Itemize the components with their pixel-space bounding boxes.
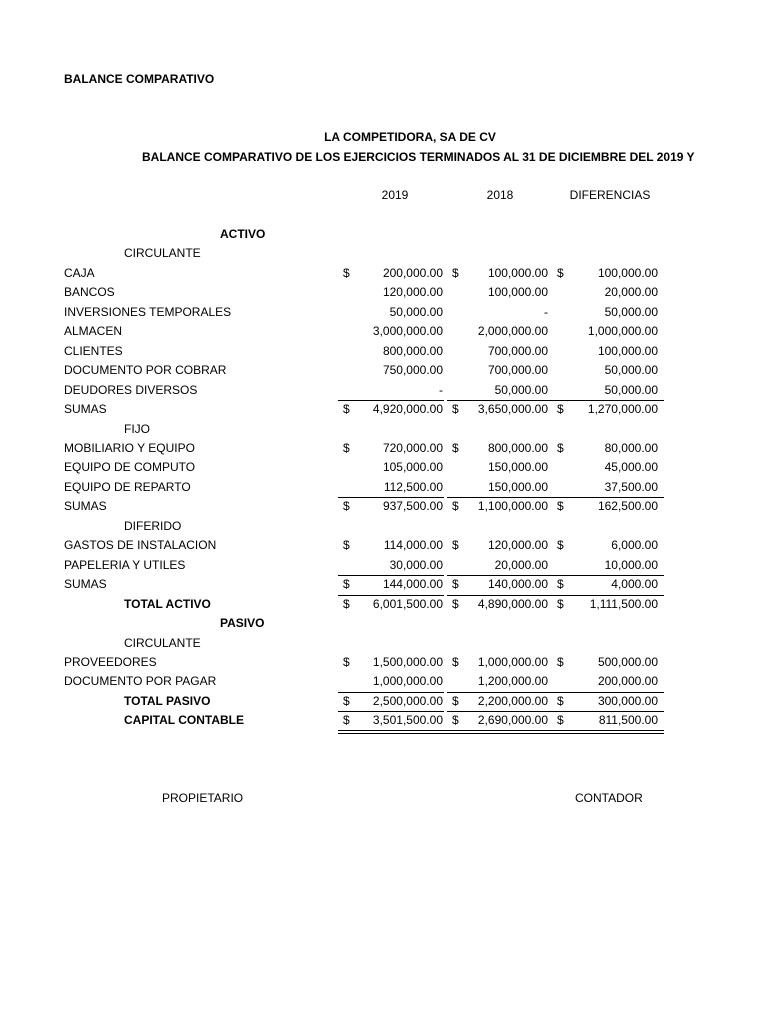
value-diferencias: 45,000.00 — [604, 460, 658, 475]
row-label: CLIENTES — [64, 343, 123, 358]
value-2019: 3,501,500.00 — [372, 713, 443, 728]
section-header: CIRCULANTE — [124, 246, 201, 261]
row-label: EQUIPO DE REPARTO — [64, 479, 191, 494]
section-header: ACTIVO — [220, 227, 266, 241]
row-label: DEUDORES DIVERSOS — [64, 382, 198, 397]
section-header: DIFERIDO — [124, 518, 182, 533]
value-2019: 1,500,000.00 — [372, 654, 443, 669]
currency-symbol: $ — [557, 693, 564, 708]
value-2018: 4,890,000.00 — [477, 596, 548, 611]
value-2019: 144,000.00 — [382, 577, 443, 592]
sum-top-rule — [338, 692, 444, 693]
currency-symbol: $ — [452, 577, 459, 592]
row-label: BANCOS — [64, 285, 115, 300]
currency-symbol: $ — [452, 265, 459, 280]
currency-symbol: $ — [343, 440, 350, 455]
value-2018: 700,000.00 — [487, 363, 548, 378]
section-header: FIJO — [124, 421, 150, 436]
currency-symbol: $ — [452, 713, 459, 728]
sum-top-rule — [338, 575, 444, 576]
currency-symbol: $ — [452, 596, 459, 611]
value-2019: - — [439, 382, 443, 397]
value-2019: 750,000.00 — [382, 363, 443, 378]
row-label: ALMACEN — [64, 324, 123, 339]
value-diferencias: 500,000.00 — [597, 654, 658, 669]
currency-symbol: $ — [557, 654, 564, 669]
value-2019: 2,500,000.00 — [372, 693, 443, 708]
row-label: SUMAS — [64, 402, 107, 416]
value-2018: 120,000.00 — [487, 538, 548, 553]
value-2019: 114,000.00 — [383, 538, 443, 553]
value-diferencias: 811,500.00 — [598, 713, 658, 728]
value-2018: 140,000.00 — [487, 577, 548, 592]
value-2018: - — [544, 304, 548, 319]
currency-symbol: $ — [343, 265, 350, 280]
value-diferencias: 80,000.00 — [604, 440, 658, 455]
sum-top-rule — [553, 497, 664, 498]
value-2018: 150,000.00 — [487, 479, 548, 494]
currency-symbol: $ — [557, 713, 564, 728]
value-2019: 3,000,000.00 — [372, 324, 443, 339]
sum-top-rule — [447, 692, 553, 693]
row-label: SUMAS — [64, 499, 107, 514]
column-header-diferencias: DIFERENCIAS — [569, 188, 651, 202]
currency-symbol: $ — [557, 440, 564, 455]
sum-top-rule — [447, 575, 553, 576]
sum-top-rule — [338, 711, 444, 712]
row-label: CAPITAL CONTABLE — [124, 713, 244, 728]
value-2019: 720,000.00 — [382, 440, 443, 455]
value-diferencias: 1,111,500.00 — [589, 596, 658, 611]
final-double-rule — [338, 730, 664, 734]
value-2018: 700,000.00 — [487, 343, 548, 358]
column-header-2019: 2019 — [381, 188, 409, 202]
value-2018: 50,000.00 — [494, 382, 548, 397]
value-2018: 3,650,000.00 — [477, 402, 548, 416]
currency-symbol: $ — [557, 499, 564, 514]
currency-symbol: $ — [557, 577, 564, 592]
currency-symbol: $ — [343, 402, 350, 416]
signature-contador: CONTADOR — [575, 791, 643, 805]
sum-top-rule — [447, 711, 553, 712]
value-diferencias: 300,000.00 — [597, 693, 658, 708]
currency-symbol: $ — [452, 538, 459, 553]
currency-symbol: $ — [452, 499, 459, 514]
value-2018: 2,690,000.00 — [477, 713, 548, 728]
row-label: DOCUMENTO POR COBRAR — [64, 363, 227, 378]
sum-top-rule — [447, 595, 553, 596]
company-name: LA COMPETIDORA, SA DE CV — [324, 130, 496, 144]
sum-top-rule — [553, 575, 664, 576]
value-diferencias: 4,000.00 — [611, 577, 658, 592]
value-diferencias: 50,000.00 — [604, 304, 658, 319]
document-title: BALANCE COMPARATIVO — [64, 72, 215, 86]
value-2019: 50,000.00 — [389, 304, 443, 319]
value-2019: 800,000.00 — [382, 343, 443, 358]
currency-symbol: $ — [343, 499, 350, 514]
value-diferencias: 1,270,000.00 — [587, 402, 658, 416]
value-2019: 105,000.00 — [382, 460, 443, 475]
value-2018: 100,000.00 — [487, 285, 548, 300]
report-subtitle: BALANCE COMPARATIVO DE LOS EJERCICIOS TERMINADOS AL 31 DE DICIEMBRE DEL 2019 Y — [142, 150, 695, 164]
column-header-2018: 2018 — [486, 188, 514, 202]
row-label: DOCUMENTO POR PAGAR — [64, 674, 217, 689]
value-2018: 1,100,000.00 — [477, 499, 548, 514]
row-label: TOTAL ACTIVO — [124, 596, 211, 611]
currency-symbol: $ — [343, 538, 350, 553]
value-diferencias: 37,500.00 — [604, 479, 658, 494]
value-2018: 1,200,000.00 — [477, 674, 548, 689]
currency-symbol: $ — [557, 596, 564, 611]
value-2019: 4,920,000.00 — [372, 402, 443, 416]
value-diferencias: 100,000.00 — [597, 343, 658, 358]
value-2018: 2,000,000.00 — [477, 324, 548, 339]
sum-top-rule — [447, 400, 553, 401]
sum-top-rule — [338, 497, 444, 498]
value-2018: 1,000,000.00 — [477, 654, 548, 669]
value-2019: 120,000.00 — [382, 285, 443, 300]
currency-symbol: $ — [452, 402, 459, 416]
sum-top-rule — [553, 400, 664, 401]
currency-symbol: $ — [452, 654, 459, 669]
value-2019: 30,000.00 — [389, 557, 443, 572]
sum-top-rule — [447, 497, 553, 498]
currency-symbol: $ — [452, 693, 459, 708]
currency-symbol: $ — [343, 577, 350, 592]
currency-symbol: $ — [557, 265, 564, 280]
row-label: TOTAL PASIVO — [124, 693, 211, 708]
currency-symbol: $ — [557, 538, 564, 553]
value-2018: 150,000.00 — [487, 460, 548, 475]
row-label: PAPELERIA Y UTILES — [64, 557, 186, 572]
row-label: INVERSIONES TEMPORALES — [64, 304, 232, 319]
row-label: PROVEEDORES — [64, 654, 157, 669]
value-2018: 2,200,000.00 — [477, 693, 548, 708]
value-2018: 800,000.00 — [487, 440, 548, 455]
value-diferencias: 10,000.00 — [604, 557, 658, 572]
sum-top-rule — [553, 692, 664, 693]
value-diferencias: 6,000.00 — [611, 538, 658, 553]
value-diferencias: 50,000.00 — [604, 382, 658, 397]
currency-symbol: $ — [343, 654, 350, 669]
value-diferencias: 50,000.00 — [604, 363, 658, 378]
value-diferencias: 100,000.00 — [597, 265, 658, 280]
value-2019: 200,000.00 — [382, 265, 443, 280]
signature-propietario: PROPIETARIO — [162, 791, 244, 805]
value-diferencias: 20,000.00 — [604, 285, 658, 300]
currency-symbol: $ — [452, 440, 459, 455]
value-diferencias: 200,000.00 — [597, 674, 658, 689]
row-label: MOBILIARIO Y EQUIPO — [64, 440, 195, 455]
currency-symbol: $ — [343, 693, 350, 708]
currency-symbol: $ — [343, 596, 350, 611]
sum-top-rule — [553, 595, 664, 596]
value-2019: 112,500.00 — [383, 479, 443, 494]
row-label: SUMAS — [64, 577, 107, 592]
value-2019: 1,000,000.00 — [372, 674, 443, 689]
value-2019: 6,001,500.00 — [372, 596, 443, 611]
value-2018: 20,000.00 — [494, 557, 548, 572]
row-label: GASTOS DE INSTALACION — [64, 538, 217, 553]
currency-symbol: $ — [557, 402, 564, 416]
value-2018: 100,000.00 — [487, 265, 548, 280]
section-header: CIRCULANTE — [124, 635, 201, 650]
sum-top-rule — [338, 595, 444, 596]
sum-top-rule — [338, 400, 444, 401]
value-diferencias: 1,000,000.00 — [587, 324, 658, 339]
value-2019: 937,500.00 — [382, 499, 443, 514]
currency-symbol: $ — [343, 713, 350, 728]
row-label: CAJA — [64, 265, 95, 280]
value-diferencias: 162,500.00 — [597, 499, 658, 514]
section-header: PASIVO — [220, 616, 265, 630]
row-label: EQUIPO DE COMPUTO — [64, 460, 196, 475]
sum-top-rule — [553, 711, 664, 712]
